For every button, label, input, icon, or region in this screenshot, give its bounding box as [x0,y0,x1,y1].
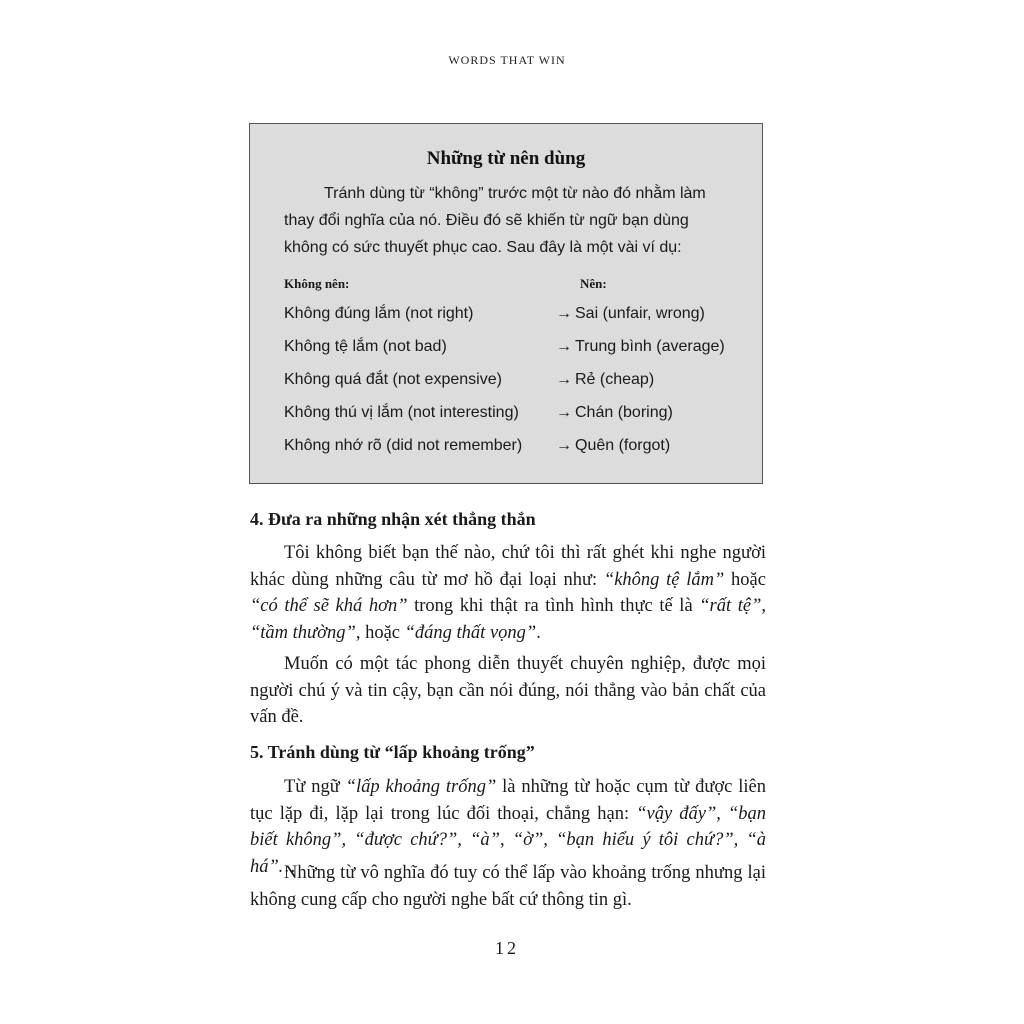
arrow-right-icon: → [556,338,572,355]
example-do-text: Quên (forgot) [575,437,671,454]
example-dont: Không tệ lắm (not bad) [284,338,447,355]
section4-paragraph-2: Muốn có một tác phong diễn thuyết chuyên nghiệp, được mọi người chú ý và tin cậy, bạn cần nói đúng, nói thẳng vào bản chất của vấn đề. [250,654,766,727]
arrow-right-icon: → [556,371,572,388]
arrow-right-icon: → [556,404,572,421]
column-header-do: Nên: [580,276,607,291]
running-head: WORDS THAT WIN [448,53,566,67]
text-run: trong khi thật ra tình hình thực tế là [407,596,700,616]
box-intro-text: Tránh dùng từ “không” trước một từ nào đó nhằm làm thay đổi nghĩa của nó. Điều đó sẽ khiến từ ngữ bạn dùng không có sức thuyết phục cao. Sau đây là một vài ví dụ: [284,185,706,256]
example-do [556,338,725,356]
example-do-text: Chán (boring) [575,404,673,421]
example-row [284,404,754,428]
italic-quote: “đáng thất vọng” [404,622,537,643]
italic-quote: “không tệ lắm” [603,569,725,590]
example-row [284,338,754,362]
text-run: . [536,622,541,643]
section5-paragraph-2: Những từ vô nghĩa đó tuy có thể lấp vào khoảng trống nhưng lại không cung cấp cho người nghe bất cứ thông tin gì. [250,863,766,910]
text-run: , [761,596,766,616]
italic-quote: “rất tệ” [699,596,762,616]
tip-box [249,123,763,484]
italic-quote: “tầm thường” [250,622,356,643]
page-number: 12 [495,938,519,958]
example-row [284,305,754,329]
example-do-text: Rẻ (cheap) [575,371,655,388]
example-dont: Không quá đắt (not expensive) [284,371,502,388]
text-run: là những từ hoặc cụm từ được liên tục lặp đi, lặp lại trong lúc đối thoại, chẳng hạn: [250,777,766,824]
example-dont: Không thú vị lắm (not interesting) [284,404,519,421]
section-heading-4: 4. Đưa ra những nhận xét thẳng thắn [250,509,536,529]
arrow-right-icon: → [556,305,572,322]
text-run: hoặc [724,569,766,590]
section-heading-5: 5. Tránh dùng từ “lấp khoảng trống” [250,742,535,762]
arrow-right-icon: → [556,437,572,454]
italic-quote: “vậy đấy”, “bạn biết không”, “được chứ?”, “à”, “ờ”, “bạn hiểu ý tôi chứ?”, “à há”… [250,803,767,877]
text-run: , hoặc [355,622,405,643]
example-do-text: Trung bình (average) [575,338,725,355]
example-do [556,404,673,422]
example-row [284,437,754,461]
example-do [556,437,670,455]
italic-quote: “lấp khoảng trống” [345,777,497,797]
text-run: Từ ngữ [284,777,346,797]
example-row [284,371,754,395]
example-dont: Không đúng lắm (not right) [284,305,474,322]
example-do-text: Sai (unfair, wrong) [575,305,705,322]
column-header-dont: Không nên: [284,276,350,291]
text-run: Tôi không biết bạn thế nào, chứ tôi thì rất ghét khi nghe người khác dùng những câu từ mơ hồ đại loại như: [250,543,766,590]
example-do [556,371,654,389]
section4-paragraph-1 [250,540,766,646]
example-dont: Không nhớ rõ (did not remember) [284,437,523,454]
italic-quote: “có thể sẽ khá hơn” [250,596,408,616]
box-title: Những từ nên dùng [426,148,586,169]
box-intro [284,180,736,261]
example-do [556,305,705,323]
